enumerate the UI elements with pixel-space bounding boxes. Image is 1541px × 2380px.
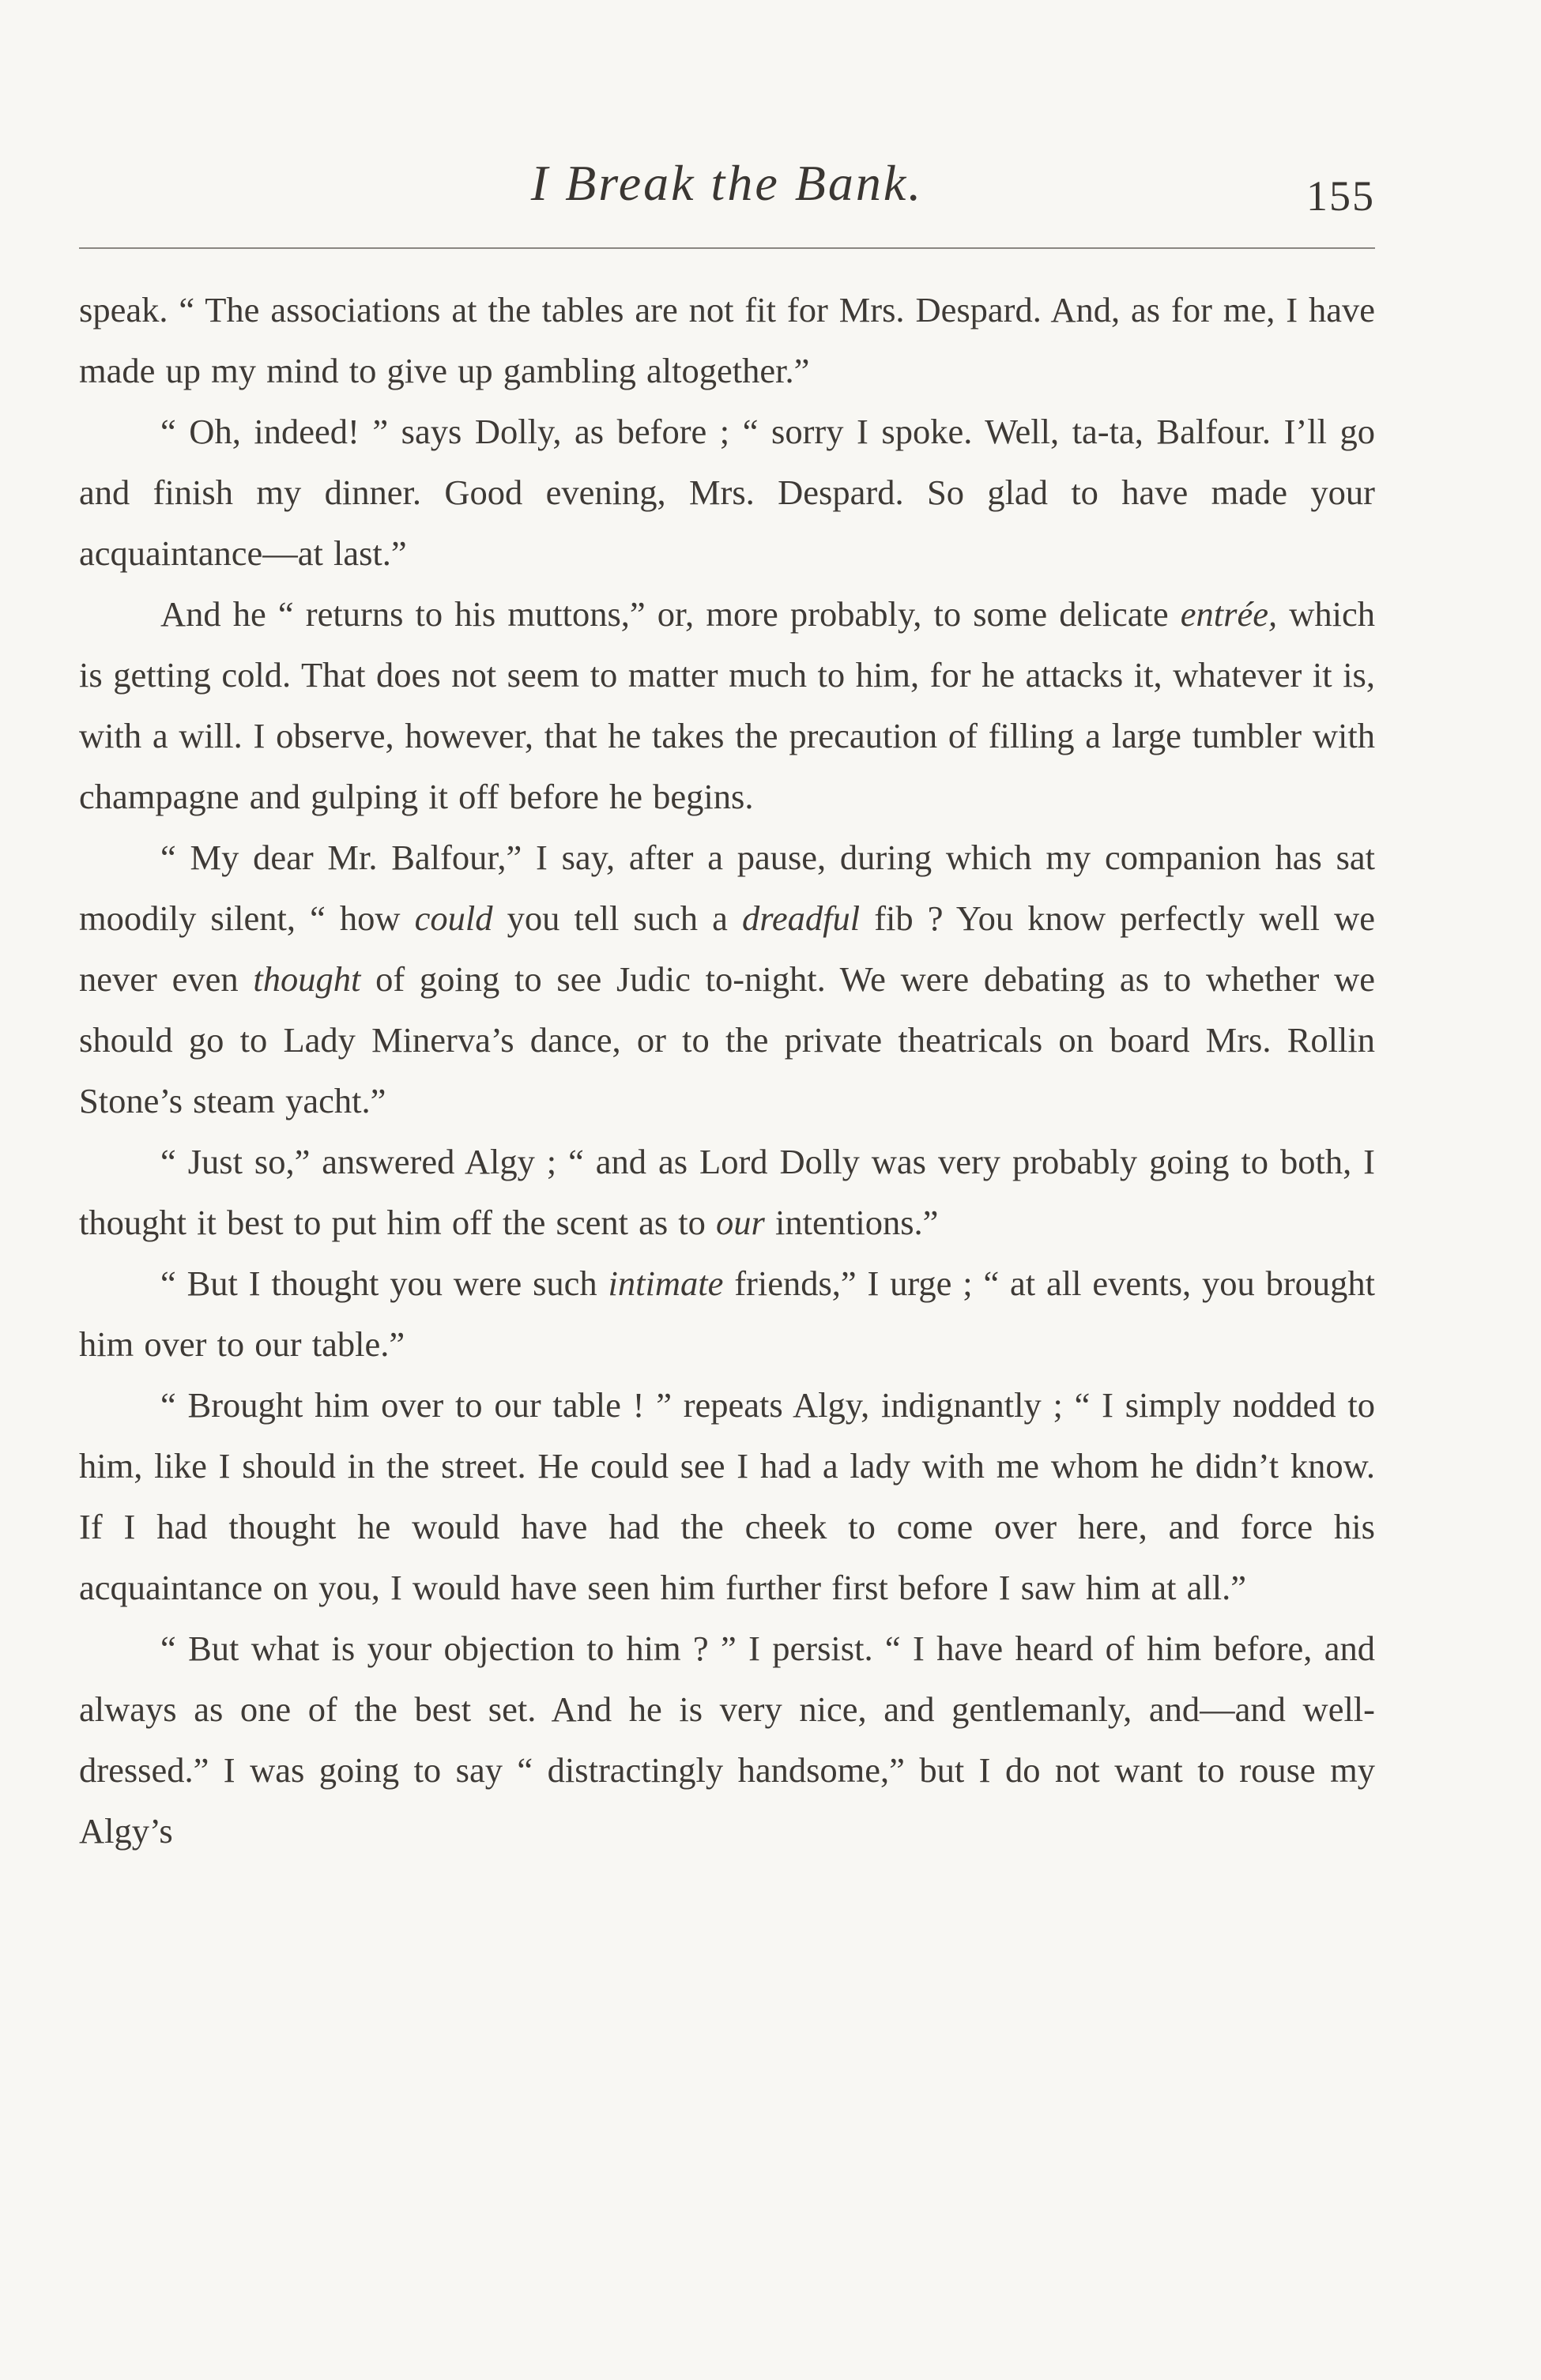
- paragraph: [79, 1375, 1375, 1618]
- paragraph: [79, 827, 1375, 1132]
- text-run: of going to see Judic to-night. We were debating as to whether we should go to Lady Minerva’s dance, or to the private theatricals on board Mrs. Rollin Stone’s steam yacht.”: [79, 959, 1375, 1120]
- text-run: speak. “ The associations at the tables are not fit for Mrs. Despard. And, as for me, I have made up my mind to give up gambling altogether.”: [79, 290, 1375, 390]
- running-head: [79, 154, 1375, 225]
- italic-run: could: [414, 898, 493, 938]
- italic-run: intimate: [608, 1263, 724, 1303]
- text-run: “ Oh, indeed! ” says Dolly, as before ; “ sorry I spoke. Well, ta-ta, Balfour. I’ll go and finish my dinner. Good evening, Mrs. Despard. So glad to have made your acquaintance—at last.”: [79, 412, 1375, 573]
- text-run: “ But what is your objection to him ? ” I persist. “ I have heard of him before, and always as one of the best set. And he is very nice, and gentlemanly, and—and well-dressed.” I was going to say “ distractingly handsome,” but I do not want to rouse my Algy’s: [79, 1629, 1375, 1851]
- text-run: “ But I thought you were such: [160, 1263, 608, 1303]
- italic-run: thought: [253, 959, 361, 999]
- paragraph: [79, 1132, 1375, 1253]
- paragraph: [79, 584, 1375, 827]
- italic-run: dreadful: [741, 898, 861, 938]
- text-run: friends,” I urge ; “ at all events, you brought him over to our table.”: [79, 1263, 1375, 1364]
- text-run: you tell such a: [492, 898, 742, 938]
- running-title: I Break the Bank.: [530, 155, 924, 211]
- text-run: “ My dear Mr. Balfour,” I say, after a pause, during which my companion has sat moodily silent, “ how: [79, 838, 1375, 938]
- text-run: And he “ returns to his muttons,” or, more probably, to some delicate: [160, 594, 1181, 634]
- italic-run: entrée,: [1180, 594, 1278, 634]
- paragraph: [79, 1253, 1375, 1375]
- paragraph: [79, 401, 1375, 584]
- page-number: 155: [1306, 172, 1375, 220]
- text-run: “ Just so,” answered Algy ; “ and as Lord Dolly was very probably going to both, I thought it best to put him off the scent as to: [79, 1142, 1375, 1242]
- text-run: “ Brought him over to our table ! ” repeats Algy, indignantly ; “ I simply nodded to him, like I should in the street. He could see I had a lady with me whom he didn’t know. If I had thought he would have had the cheek to come over here, and force his acquaintance on you, I would have seen him further first before I saw him at all.”: [79, 1385, 1375, 1607]
- text-run: intentions.”: [764, 1203, 939, 1242]
- paragraph: [79, 280, 1375, 401]
- body-text: [79, 280, 1375, 1862]
- italic-run: our: [716, 1203, 765, 1242]
- paragraph: [79, 1618, 1375, 1862]
- text-run: fib ? You know perfectly well we never even: [79, 898, 1375, 999]
- header-rule: [79, 247, 1375, 249]
- text-run: which is getting cold. That does not seem to matter much to him, for he attacks it, whatever it is, with a will. I observe, however, that he takes the precaution of filling a large tumbler with champagne and gulping it off before he begins.: [79, 594, 1375, 816]
